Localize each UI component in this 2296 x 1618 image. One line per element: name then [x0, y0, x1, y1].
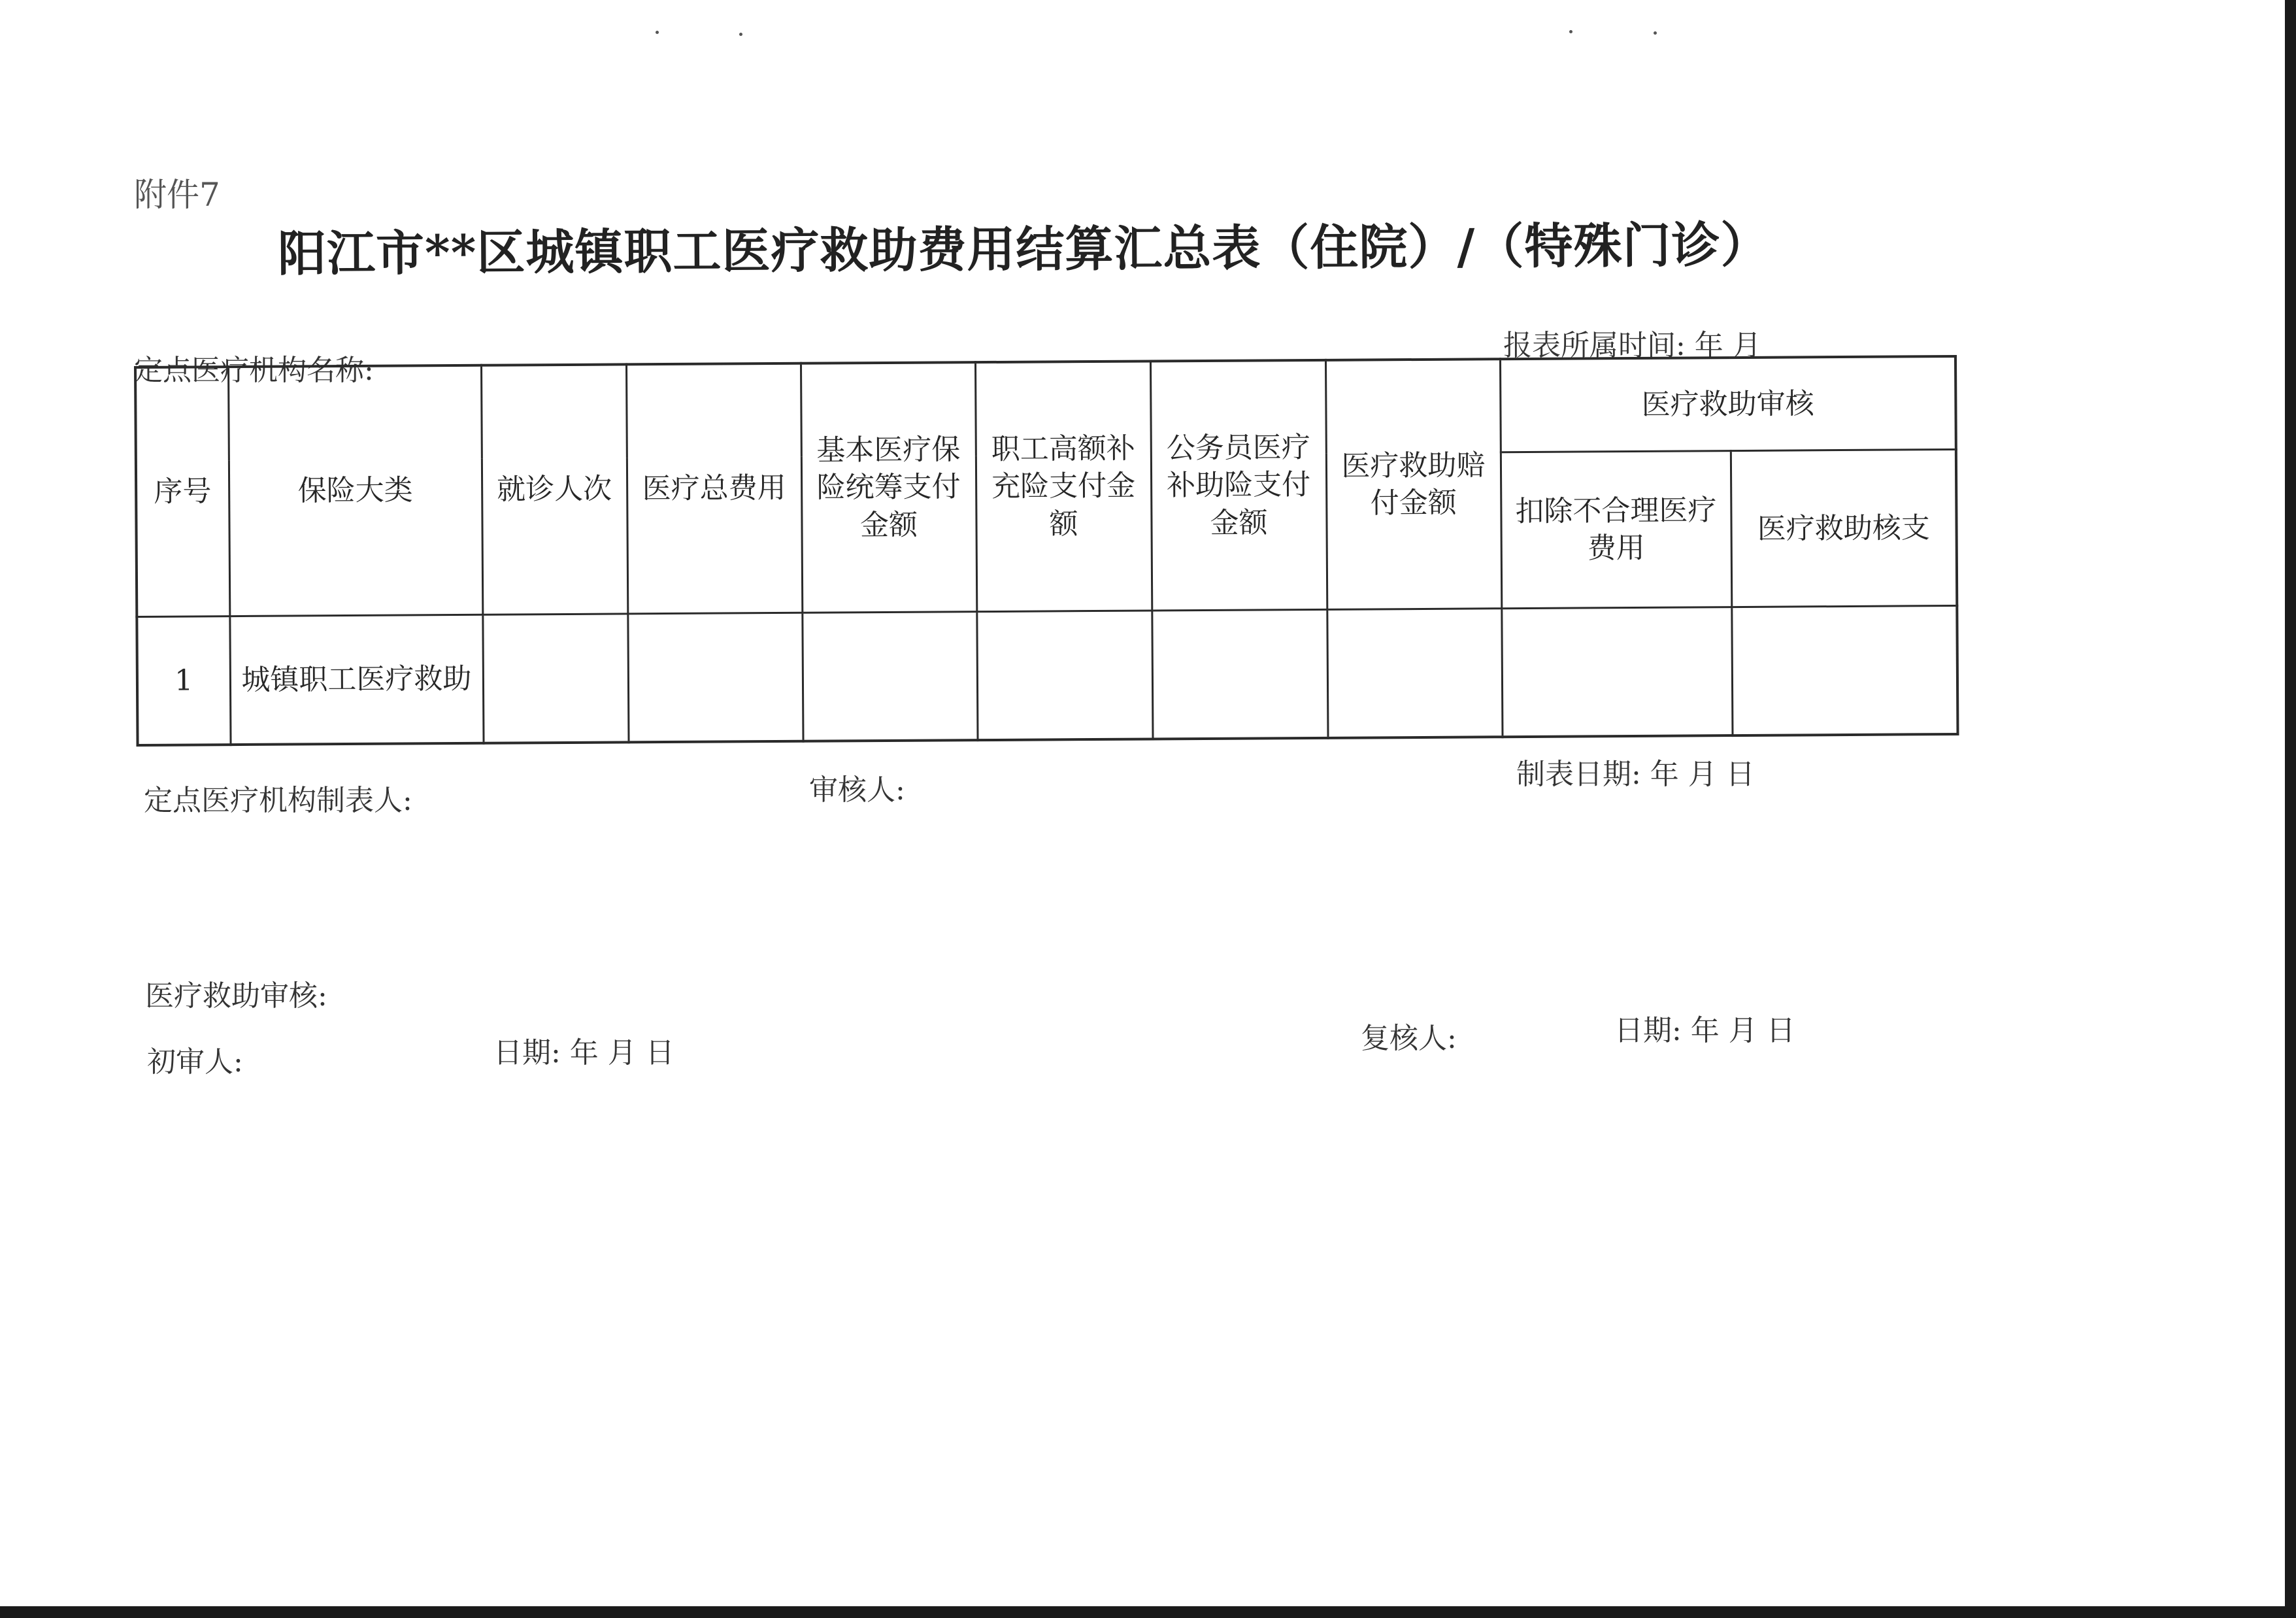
header-seq: 序号 [135, 367, 229, 616]
cell-seq: 1 [137, 616, 230, 745]
cell-employee-supplement [976, 611, 1152, 740]
scan-edge-bottom [0, 1606, 2296, 1618]
header-civil-servant: 公务员医疗 补助险支付 金额 [1150, 360, 1327, 611]
review-section-title: 医疗救助审核: [145, 979, 327, 1013]
scan-speck [1569, 30, 1572, 33]
header-visits: 就诊人次 [481, 364, 627, 615]
cell-basic-pool [802, 612, 977, 741]
settlement-summary-table [134, 355, 1959, 747]
cell-deduct-unreasonable [1501, 607, 1732, 737]
scan-edge-right [2285, 0, 2296, 1618]
cell-visits [482, 614, 628, 743]
header-row-top [135, 356, 1956, 461]
make-date-label: 制表日期: 年 月 日 [1516, 758, 1755, 791]
report-period-label: 报表所属时间: 年 月 [1503, 329, 1761, 362]
cell-total-cost [627, 613, 803, 742]
scan-speck [656, 31, 659, 34]
first-reviewer-label: 初审人: [147, 1045, 243, 1079]
document-title: 阳江市**区城镇职工医疗救助费用结算汇总表（住院）/（特殊门诊） [277, 217, 1770, 282]
cell-civil-servant [1152, 609, 1327, 739]
settlement-table-wrapper [134, 355, 1959, 747]
scan-speck [1654, 31, 1657, 35]
header-approved-amount: 医疗救助核支 [1731, 450, 1957, 607]
re-review-date-label: 日期: 年 月 日 [1614, 1014, 1795, 1047]
header-employee-supplement: 职工高额补 充险支付金 额 [975, 362, 1152, 612]
cell-insurance-type: 城镇职工医疗救助 [229, 615, 483, 745]
header-deduct-unreasonable: 扣除不合理医疗 费用 [1501, 451, 1731, 609]
reviewer-label: 审核人: [809, 773, 905, 807]
scan-speck [739, 33, 742, 36]
table-maker-label: 定点医疗机构制表人: [144, 784, 412, 817]
header-assistance-payment: 医疗救助赔 付金额 [1325, 359, 1501, 609]
institution-name-label: 定点医疗机构名称: [134, 354, 374, 387]
first-review-date-label: 日期: 年 月 日 [493, 1036, 674, 1070]
attachment-label: 附件7 [134, 176, 220, 214]
cell-approved-amount [1731, 605, 1957, 735]
re-reviewer-label: 复核人: [1361, 1022, 1457, 1055]
cell-assistance-payment [1327, 609, 1502, 738]
table-row [137, 605, 1957, 745]
header-review-group: 医疗救助审核 [1500, 356, 1956, 452]
header-total-cost: 医疗总费用 [626, 363, 802, 614]
header-basic-pool: 基本医疗保 险统筹支付 金额 [801, 362, 976, 613]
header-insurance-type: 保险大类 [228, 365, 482, 616]
